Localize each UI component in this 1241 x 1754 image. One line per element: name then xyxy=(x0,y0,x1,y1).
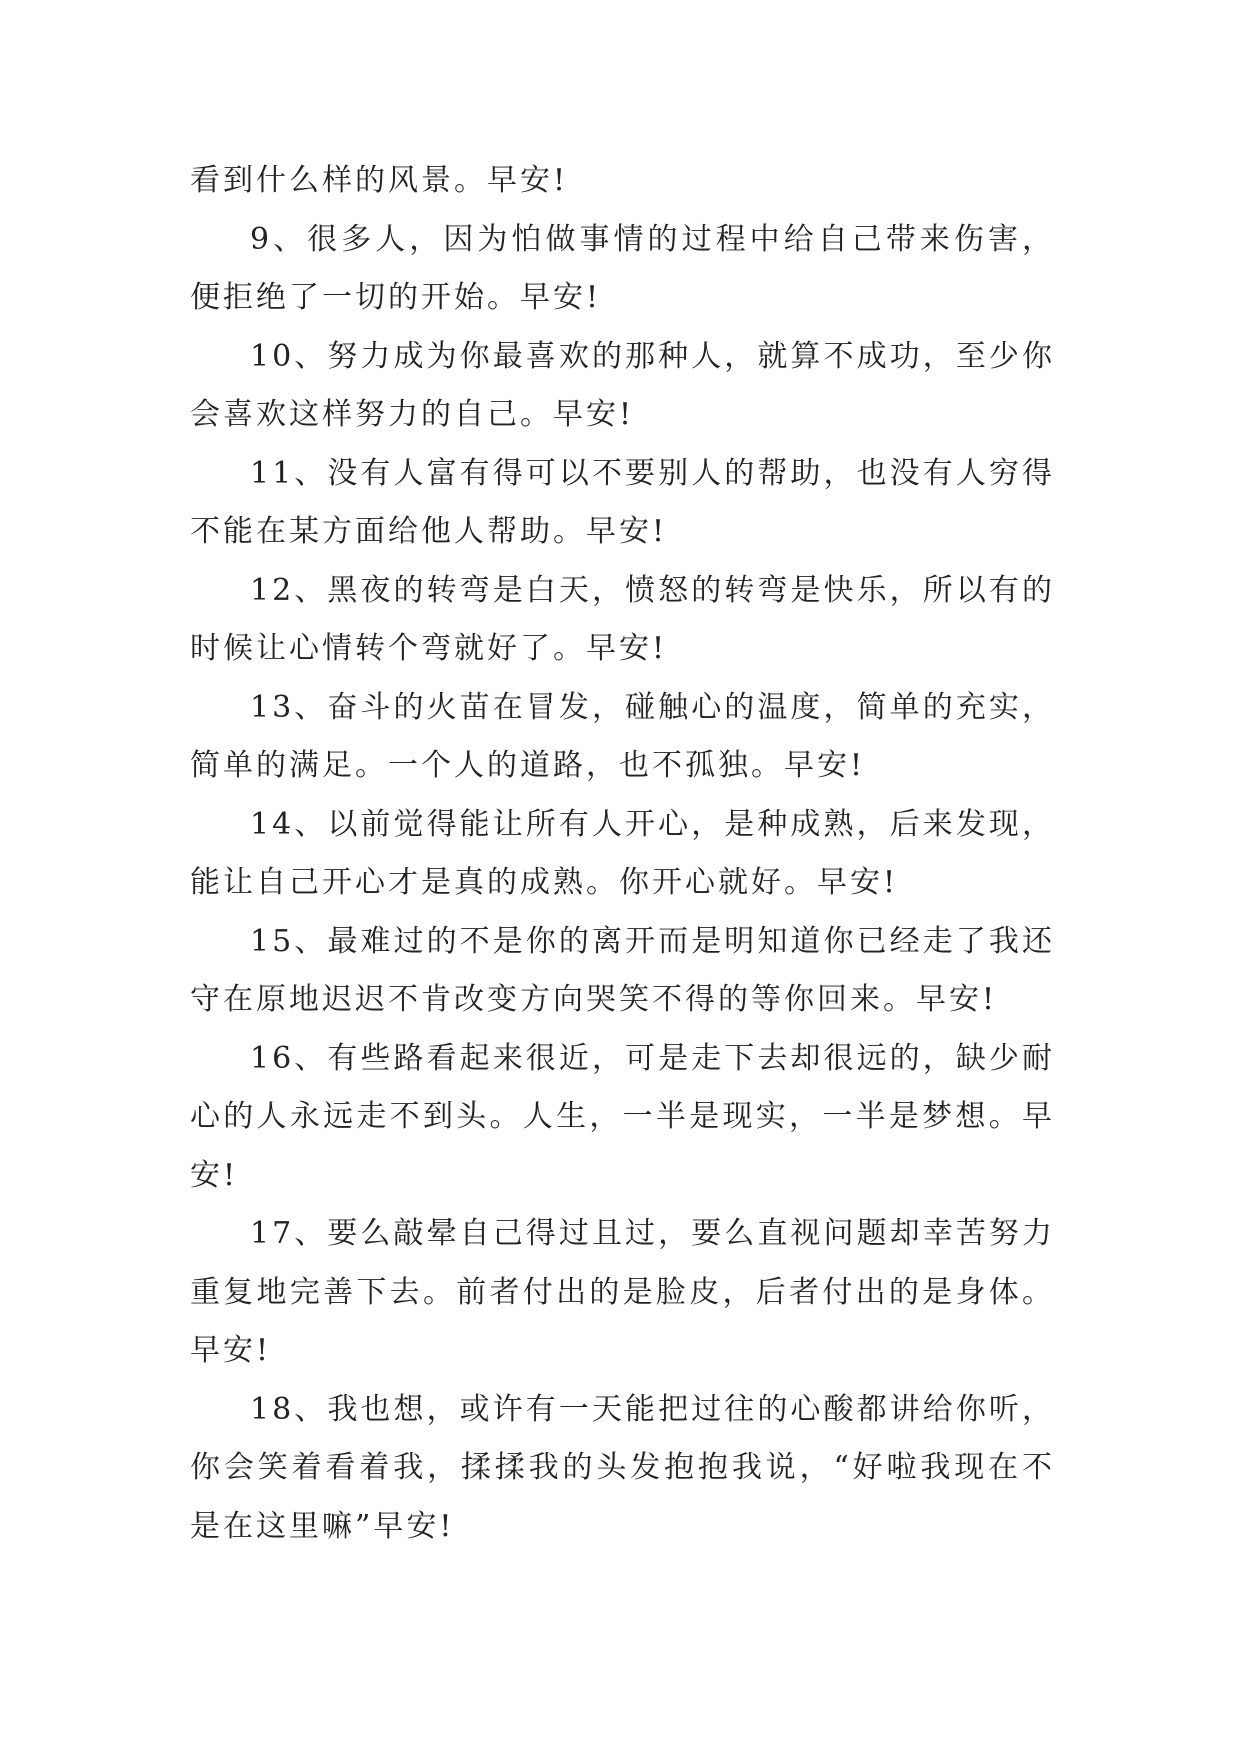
paragraph-item-13: 13、奋斗的火苗在冒发，碰触心的温度，简单的充实，简单的满足。一个人的道路，也不孤独。早安! xyxy=(190,689,1055,783)
paragraph-item-15: 15、最难过的不是你的离开而是明知道你已经走了我还守在原地迟迟不肯改变方向哭笑不得的等你回来。早安! xyxy=(190,923,1055,1017)
paragraph-item-18: 18、我也想，或许有一天能把过往的心酸都讲给你听，你会笑着看着我，揉揉我的头发抱抱我说，“好啦我现在不是在这里嘛”早安! xyxy=(190,1391,1055,1544)
paragraph-item-11: 11、没有人富有得可以不要别人的帮助，也没有人穷得不能在某方面给他人帮助。早安! xyxy=(190,455,1055,549)
paragraph-item-10: 10、努力成为你最喜欢的那种人，就算不成功，至少你会喜欢这样努力的自己。早安! xyxy=(190,338,1055,432)
document-body xyxy=(190,152,1055,1556)
paragraph-item-12: 12、黑夜的转弯是白天，愤怒的转弯是快乐，所以有的时候让心情转个弯就好了。早安! xyxy=(190,572,1055,666)
paragraph-continuation: 看到什么样的风景。早安! xyxy=(190,163,569,198)
paragraph-item-14: 14、以前觉得能让所有人开心，是种成熟，后来发现，能让自己开心才是真的成熟。你开心就好。早安! xyxy=(190,806,1055,900)
paragraph-item-17: 17、要么敲晕自己得过且过，要么直视问题却幸苦努力重复地完善下去。前者付出的是脸皮，后者付出的是身体。早安! xyxy=(190,1216,1055,1368)
paragraph-item-9: 9、很多人，因为怕做事情的过程中给自己带来伤害，便拒绝了一切的开始。早安! xyxy=(190,221,1055,315)
paragraph-item-16: 16、有些路看起来很近，可是走下去却很远的，缺少耐心的人永远走不到头。人生，一半是现实，一半是梦想。早安! xyxy=(190,1040,1055,1193)
